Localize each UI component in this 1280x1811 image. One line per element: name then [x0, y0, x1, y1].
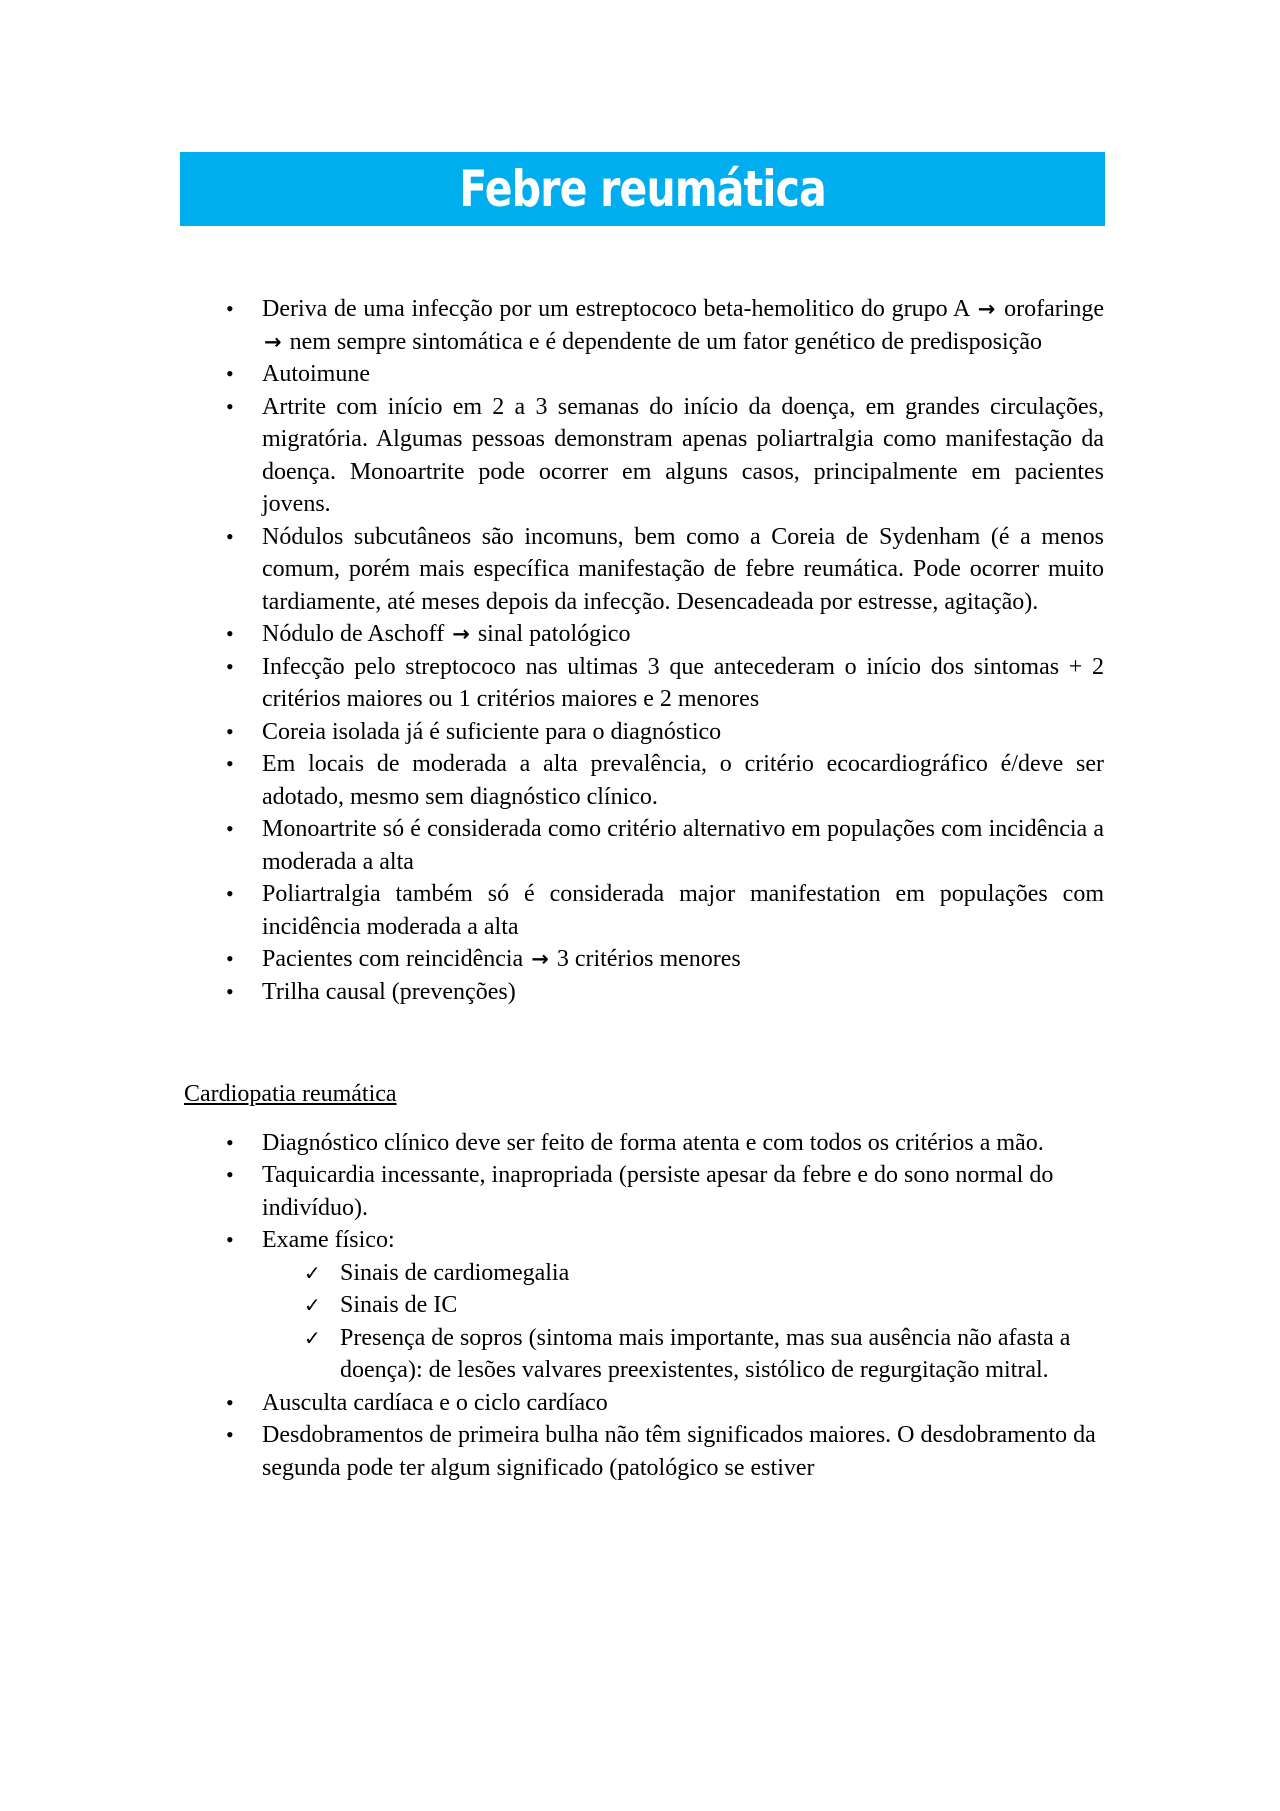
bullet-icon: • — [226, 296, 234, 321]
checkmark-icon: ✓ — [304, 1325, 321, 1350]
list-item: • Em locais de moderada a alta prevalência, o critério ecocardiográfico é/deve ser adotado, mesmo sem diagnóstico clínico. — [184, 748, 1104, 813]
list-item: • Deriva de uma infecção por um estreptococo beta-hemolitico do grupo A → orofaringe → nem sempre sintomática e é dependente de um fator genético de predisposição — [184, 293, 1104, 358]
bullet-icon: • — [226, 653, 234, 679]
arrow-right-icon: → — [977, 297, 996, 321]
list-item: • Nódulo de Aschoff → sinal patológico — [184, 618, 1104, 651]
bullet-icon: • — [226, 751, 234, 776]
document-body — [184, 293, 1104, 1484]
list-item: • Autoimune — [184, 358, 1104, 391]
list-item: • Taquicardia incessante, inapropriada (persiste apesar da febre e do sono normal do indivíduo). — [184, 1159, 1104, 1224]
fever-bullet-list — [184, 293, 1104, 1008]
bullet-icon: • — [226, 1389, 234, 1415]
bullet-icon: • — [226, 946, 234, 971]
list-item: • Desdobramentos de primeira bulha não têm significados maiores. O desdobramento da segunda pode ter algum significado (patológico se estiver — [184, 1419, 1104, 1484]
bullet-icon: • — [226, 1129, 234, 1155]
list-item: • Trilha causal (prevenções) — [184, 976, 1104, 1009]
arrow-right-icon: → — [531, 947, 549, 971]
bullet-icon: • — [226, 1422, 234, 1447]
checklist-item: ✓ Sinais de cardiomegalia — [262, 1257, 1104, 1290]
bullet-icon: • — [226, 881, 234, 906]
list-item: • Monoartrite só é considerada como critério alternativo em populações com incidência a moderada a alta — [184, 813, 1104, 878]
list-item: • Artrite com início em 2 a 3 semanas do início da doença, em grandes circulações, migratória. Algumas pessoas demonstram apenas poliartralgia como manifestação da doença. Monoartrite pode ocorrer em alguns casos, principalmente em pacientes jovens. — [184, 391, 1104, 521]
bullet-icon: • — [226, 718, 234, 744]
title-banner — [180, 152, 1105, 226]
bullet-icon: • — [226, 523, 234, 549]
bullet-icon: • — [226, 393, 234, 419]
list-item: • Ausculta cardíaca e o ciclo cardíaco — [184, 1387, 1104, 1420]
checkmark-icon: ✓ — [304, 1293, 321, 1317]
list-item: • Diagnóstico clínico deve ser feito de forma atenta e com todos os critérios a mão. — [184, 1127, 1104, 1160]
section-heading-cardiopatia: Cardiopatia reumática — [184, 1081, 397, 1107]
list-item: • Poliartralgia também só é considerada major manifestation em populações com incidência moderada a alta — [184, 878, 1104, 943]
cardiopathy-bullet-list — [184, 1127, 1104, 1485]
bullet-icon: • — [226, 1227, 234, 1252]
checklist-item: ✓ Presença de sopros (sintoma mais importante, mas sua ausência não afasta a doença): de lesões valvares preexistentes, sistólico de regurgitação mitral. — [262, 1322, 1104, 1387]
bullet-icon: • — [226, 1162, 234, 1187]
list-item: • Coreia isolada já é suficiente para o diagnóstico — [184, 716, 1104, 749]
exam-checklist — [262, 1257, 1104, 1387]
list-item: • Infecção pelo streptococo nas ultimas 3 que antecederam o início dos sintomas + 2 critérios maiores ou 1 critérios maiores e 2 menores — [184, 651, 1104, 716]
checklist-item: ✓ Sinais de IC — [262, 1289, 1104, 1322]
list-item: • Pacientes com reincidência → 3 critérios menores — [184, 943, 1104, 976]
page-title: Febre reumática — [459, 160, 826, 218]
bullet-icon: • — [226, 361, 234, 386]
checkmark-icon: ✓ — [304, 1260, 321, 1285]
bullet-icon: • — [226, 621, 234, 646]
bullet-icon: • — [226, 816, 234, 841]
bullet-icon: • — [226, 978, 234, 1004]
arrow-right-icon: → — [264, 329, 282, 354]
list-item: • Exame físico: ✓ Sinais de cardiomegalia ✓ Sinais de IC ✓ Presença de sopros (sintoma mais importante, mas sua ausência não afasta a doença): de lesões valvares preexistentes, sistólico de regurgitação mitral. — [184, 1224, 1104, 1387]
arrow-right-icon: → — [452, 622, 470, 646]
list-item: • Nódulos subcutâneos são incomuns, bem como a Coreia de Sydenham (é a menos comum, porém mais específica manifestação de febre reumática. Pode ocorrer muito tardiamente, até meses depois da infecção. Desencadeada por estresse, agitação). — [184, 521, 1104, 619]
